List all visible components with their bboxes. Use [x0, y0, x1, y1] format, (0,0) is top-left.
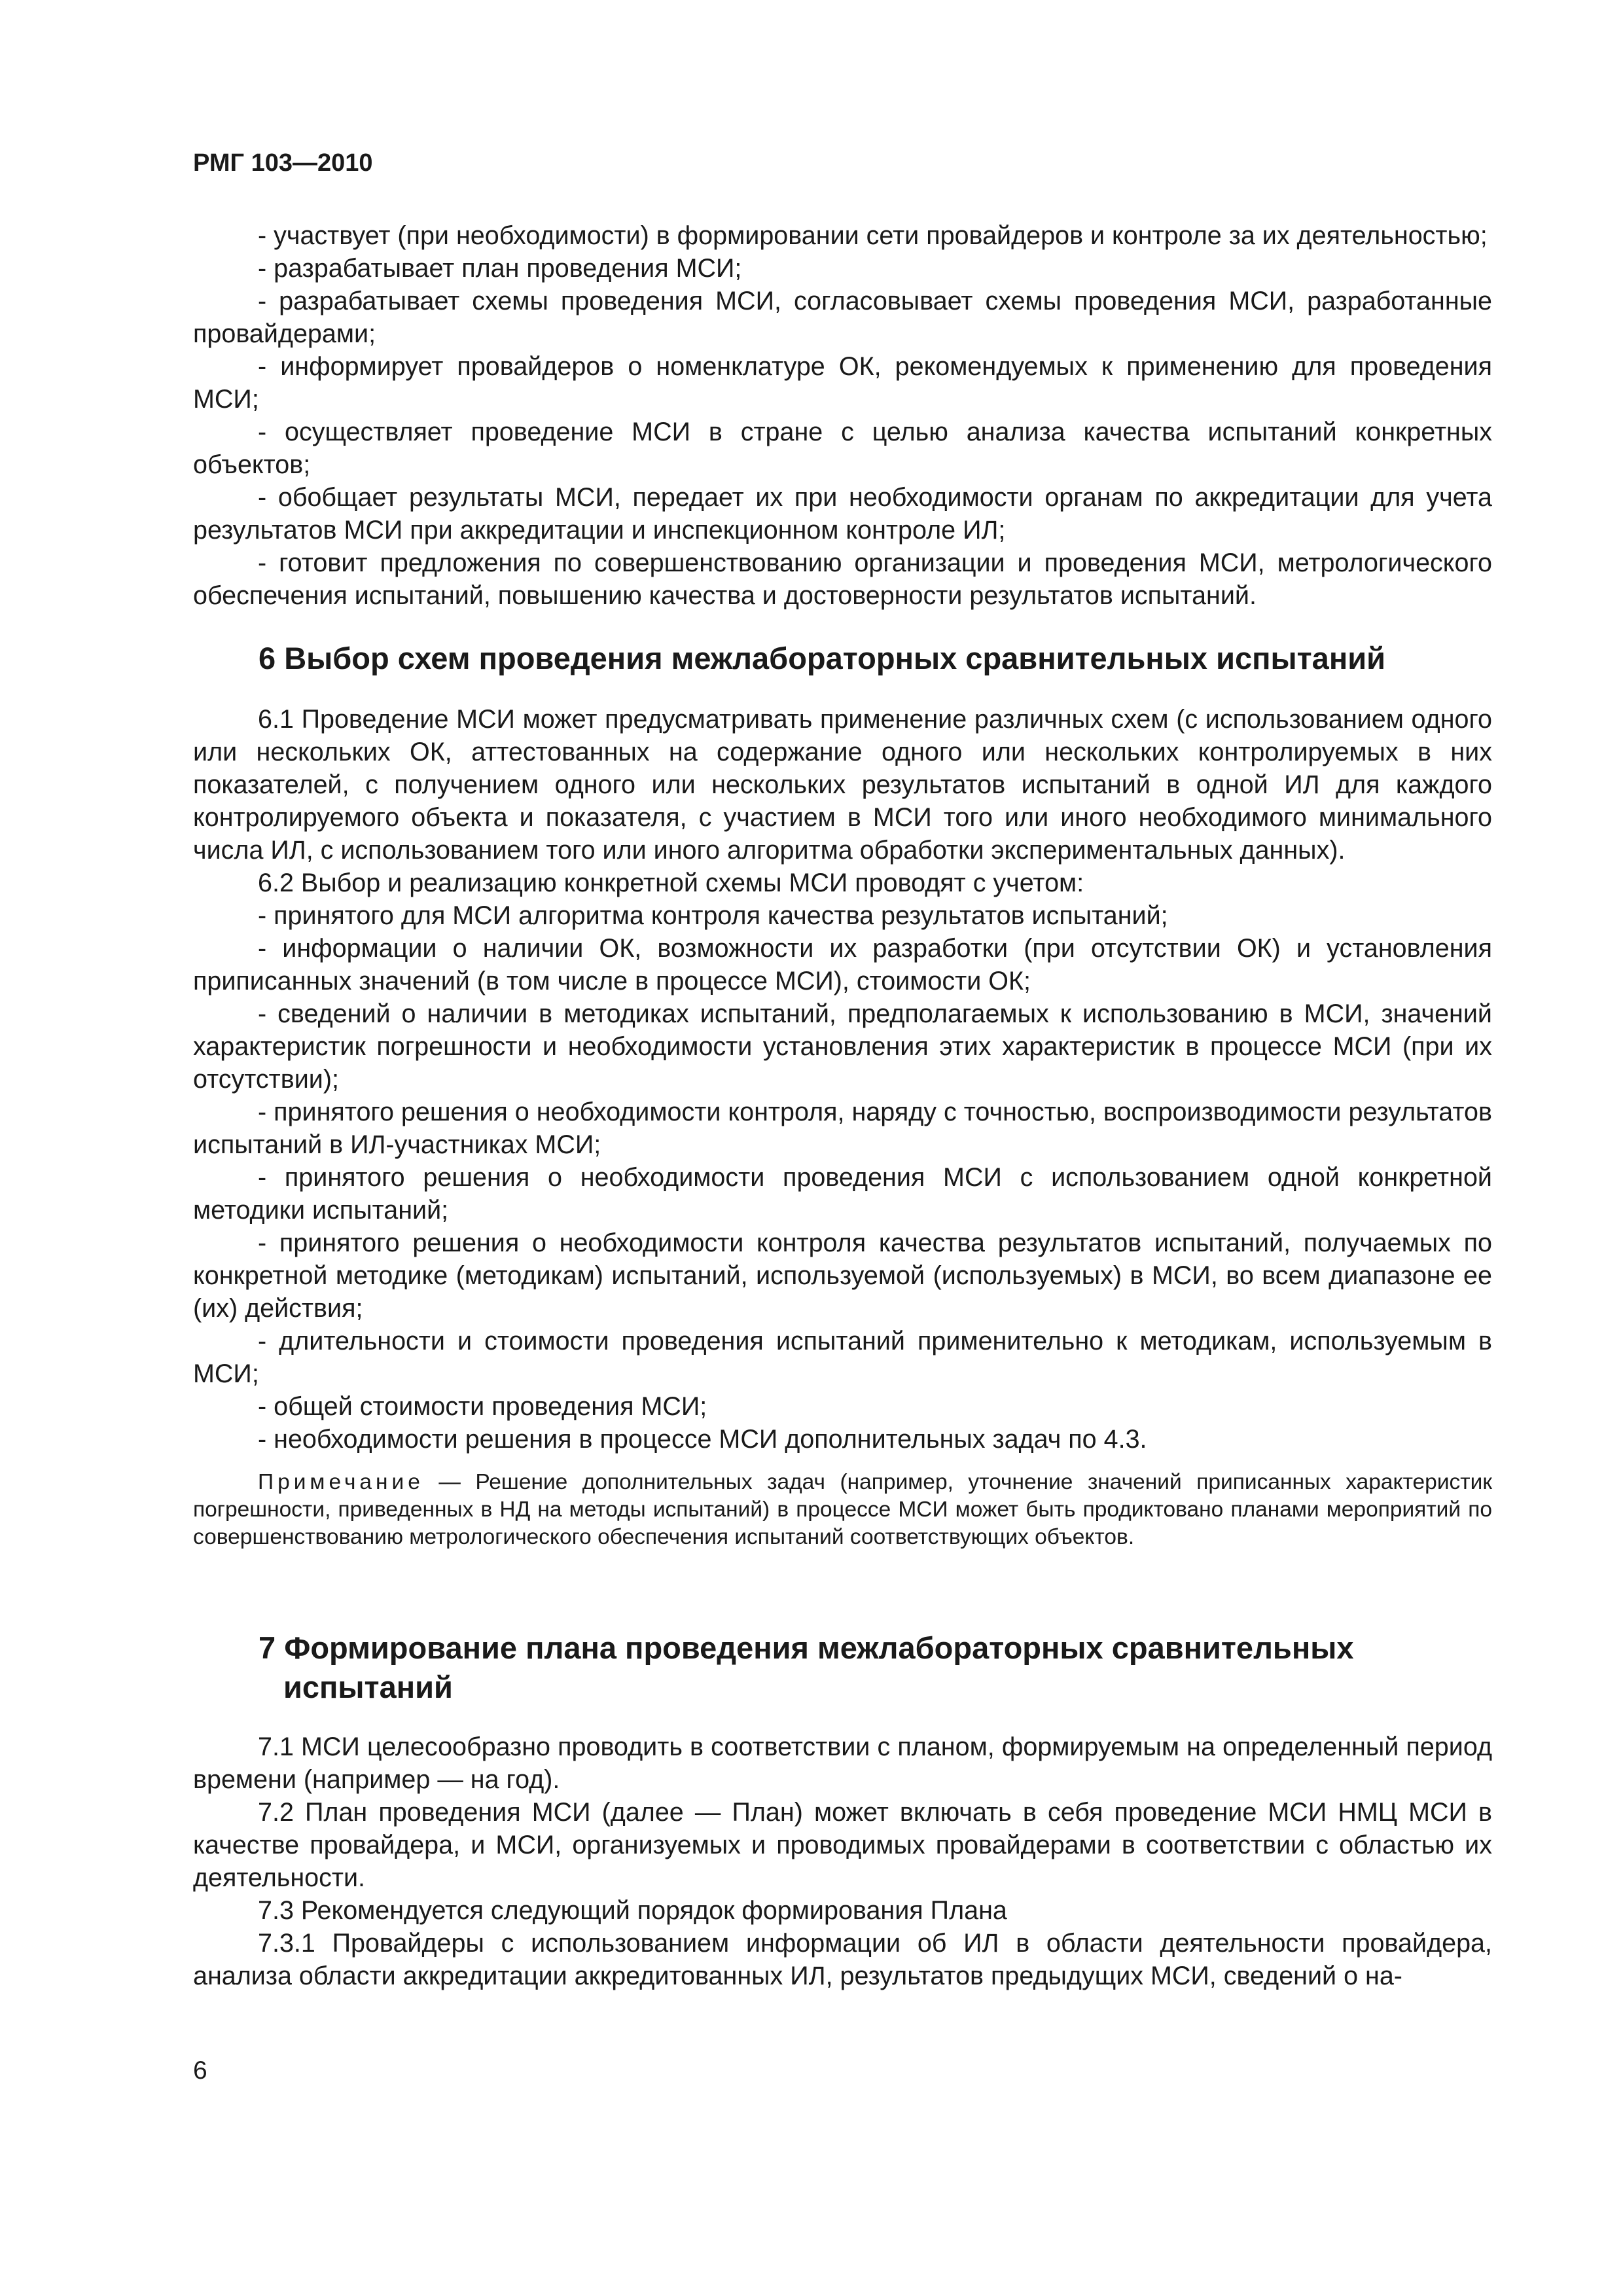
list-item: - необходимости решения в процессе МСИ дополнительных задач по 4.3.	[258, 1425, 1147, 1454]
note-block	[193, 1469, 1492, 1551]
list-item: - участвует (при необходимости) в формировании сети провайдеров и контроле за их деятельностью;	[258, 221, 1488, 250]
list-item: - сведений о наличии в методиках испытаний, предполагаемых к использованию в МСИ, значений характеристик погрешности и необходимости установления этих характеристик в процессе МСИ (при их отсутствии);	[193, 999, 1492, 1094]
paragraph-6-1: 6.1 Проведение МСИ может предусматривать применение различных схем (с использованием одного или нескольких ОК, аттестованных на содержание одного или нескольких контролируемых в них показателей, с получением одного или нескольких результатов испытаний в одной ИЛ для каждого контролируемого объекта и показателя, с участием в МСИ того или иного необходимого минимального числа ИЛ, с использованием того или иного алгоритма обработки экспериментальных данных).	[193, 705, 1492, 865]
paragraph-7-2: 7.2 План проведения МСИ (далее — План) может включать в себя проведение МСИ НМЦ МСИ в качестве провайдера, и МСИ, организуемых и проводимых провайдерами в соответствии с областью их деятельности.	[193, 1798, 1492, 1892]
list-item: - принятого решения о необходимости контроля качества результатов испытаний, получаемых по конкретной методике (методикам) испытаний, используемой (используемых) в МСИ, во всем диапазоне ее (их) действия;	[193, 1229, 1492, 1323]
list-item: - принятого для МСИ алгоритма контроля качества результатов испытаний;	[258, 901, 1168, 930]
section-6-heading: 6 Выбор схем проведения межлабораторных сравнительных испытаний	[259, 641, 1385, 675]
section-7-heading-line-2: испытаний	[283, 1670, 453, 1704]
list-item: - длительности и стоимости проведения испытаний применительно к методикам, используемым в МСИ;	[193, 1327, 1492, 1388]
list-item: - обобщает результаты МСИ, передает их при необходимости органам по аккредитации для учета результатов МСИ при аккредитации и инспекционном контроле ИЛ;	[193, 483, 1492, 545]
section-7-heading-line-1: 7 Формирование плана проведения межлабораторных сравнительных	[259, 1630, 1354, 1665]
list-item: - информирует провайдеров о номенклатуре ОК, рекомендуемых к применению для проведения МСИ;	[193, 352, 1492, 414]
list-item: - разрабатывает план проведения МСИ;	[258, 254, 742, 283]
paragraph-6-2: 6.2 Выбор и реализацию конкретной схемы МСИ проводят с учетом:	[258, 869, 1084, 897]
list-item: - принятого решения о необходимости проведения МСИ с использованием одной конкретной методики испытаний;	[193, 1163, 1492, 1225]
document-page	[193, 134, 1492, 1992]
note-text: — Решение дополнительных задач (например, уточнение значений приписанных характеристик погрешности, приведенных в НД на методы испытаний) в процессе МСИ может быть продиктовано планами мероприятий по совершенствованию метрологического обеспечения испытаний соответствующих объектов.	[193, 1470, 1492, 1549]
section-5-list	[193, 219, 1492, 612]
note-label: Примечание	[258, 1470, 424, 1494]
list-item: - общей стоимости проведения МСИ;	[258, 1392, 707, 1421]
section-6-list	[193, 899, 1492, 1456]
section-7-heading	[193, 1628, 1492, 1707]
paragraph-7-3: 7.3 Рекомендуется следующий порядок формирования Плана	[258, 1896, 1007, 1925]
list-item: - разрабатывает схемы проведения МСИ, согласовывает схемы проведения МСИ, разработанные провайдерами;	[193, 287, 1492, 348]
list-item: - готовит предложения по совершенствованию организации и проведения МСИ, метрологического обеспечения испытаний, повышению качества и достоверности результатов испытаний.	[193, 548, 1492, 610]
document-code-header: РМГ 103—2010	[193, 149, 373, 177]
page-number: 6	[193, 2056, 207, 2085]
list-item: - осуществляет проведение МСИ в стране с целью анализа качества испытаний конкретных объектов;	[193, 418, 1492, 479]
list-item: - принятого решения о необходимости контроля, наряду с точностью, воспроизводимости результатов испытаний в ИЛ-участниках МСИ;	[193, 1098, 1492, 1159]
paragraph-7-3-1: 7.3.1 Провайдеры с использованием информации об ИЛ в области деятельности провайдера, анализа области аккредитации аккредитованных ИЛ, результатов предыдущих МСИ, сведений о на-	[193, 1929, 1492, 1990]
list-item: - информации о наличии ОК, возможности их разработки (при отсутствии ОК) и установления приписанных значений (в том числе в процессе МСИ), стоимости ОК;	[193, 934, 1492, 996]
paragraph-7-1: 7.1 МСИ целесообразно проводить в соответствии с планом, формируемым на определенный период времени (например — на год).	[193, 1732, 1492, 1794]
